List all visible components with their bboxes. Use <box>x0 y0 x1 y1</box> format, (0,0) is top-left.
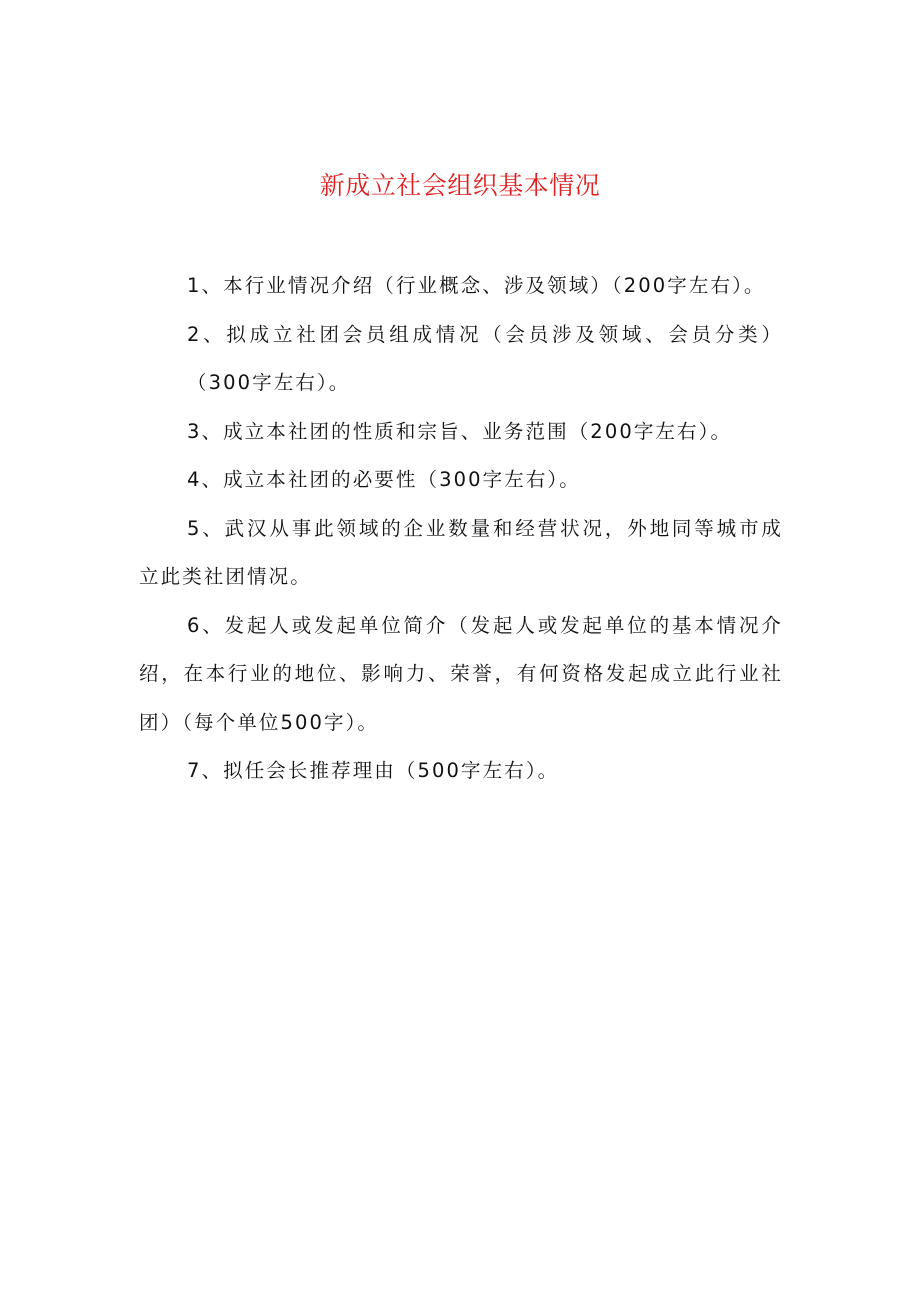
list-item-4: 4、成立本社团的必要性（300字左右）。 <box>187 468 581 491</box>
list-item-1: 1、本行业情况介绍（行业概念、涉及领域）（200字左右）。 <box>187 274 766 297</box>
list-item-7: 7、拟任会长推荐理由（500字左右）。 <box>187 759 560 782</box>
document-body <box>139 262 783 796</box>
list-item-2: 2、拟成立社团会员组成情况（会员涉及领域、会员分类）（300字左右）。 <box>187 322 783 394</box>
list-item-6: 6、发起人或发起单位简介（发起人或发起单位的基本情况介绍，在本行业的地位、影响力、荣誉，有何资格发起成立此行业社团）（每个单位500字）。 <box>139 613 783 734</box>
list-item-5: 5、武汉从事此领域的企业数量和经营状况，外地同等城市成立此类社团情况。 <box>139 516 783 588</box>
list-item-3: 3、成立本社团的性质和宗旨、业务范围（200字左右）。 <box>187 419 733 443</box>
document-title: 新成立社会组织基本情况 <box>319 171 601 200</box>
